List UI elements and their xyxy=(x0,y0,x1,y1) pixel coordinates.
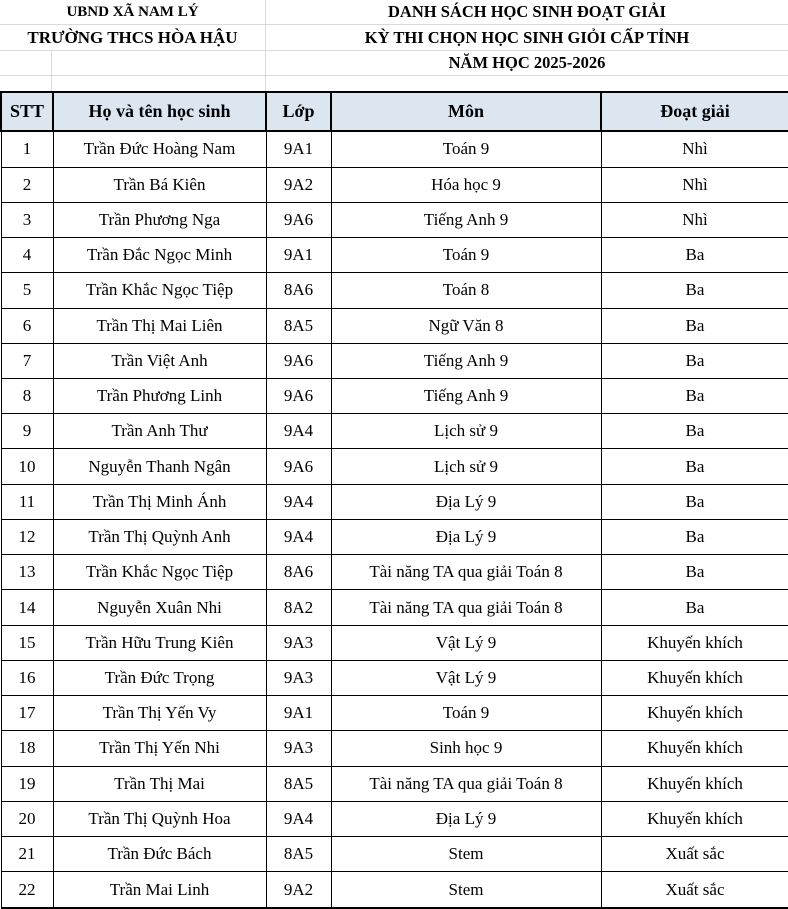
subject-cell: Địa Lý 9 xyxy=(331,484,601,519)
row-number-cell: 14 xyxy=(1,590,53,625)
column-header-name: Họ và tên học sinh xyxy=(53,92,266,131)
table-row xyxy=(1,660,788,695)
empty-cell xyxy=(52,76,265,91)
row-number-cell: 18 xyxy=(1,731,53,766)
header-row xyxy=(1,92,788,131)
subject-cell: Stem xyxy=(331,837,601,872)
row-number-cell: 12 xyxy=(1,519,53,554)
class-cell: 8A5 xyxy=(266,308,331,343)
row-number-cell: 21 xyxy=(1,837,53,872)
prize-cell: Nhì xyxy=(601,202,788,237)
class-cell: 8A6 xyxy=(266,273,331,308)
prize-cell: Xuất sắc xyxy=(601,872,788,908)
row-number-cell: 15 xyxy=(1,625,53,660)
table-row xyxy=(1,131,788,167)
row-number-cell: 7 xyxy=(1,343,53,378)
class-cell: 9A2 xyxy=(266,167,331,202)
row-number-cell: 2 xyxy=(1,167,53,202)
row-number-cell: 5 xyxy=(1,273,53,308)
class-cell: 9A3 xyxy=(266,660,331,695)
table-row xyxy=(1,731,788,766)
prize-cell: Ba xyxy=(601,308,788,343)
row-number-cell: 3 xyxy=(1,202,53,237)
subject-cell: Sinh học 9 xyxy=(331,731,601,766)
subject-cell: Ngữ Văn 8 xyxy=(331,308,601,343)
student-name-cell: Trần Thị Minh Ánh xyxy=(53,484,266,519)
student-name-cell: Trần Đức Bách xyxy=(53,837,266,872)
student-name-cell: Trần Thị Mai xyxy=(53,766,266,801)
class-cell: 9A4 xyxy=(266,801,331,836)
subject-cell: Toán 9 xyxy=(331,131,601,167)
subject-cell: Lịch sử 9 xyxy=(331,449,601,484)
row-number-cell: 19 xyxy=(1,766,53,801)
student-name-cell: Trần Phương Nga xyxy=(53,202,266,237)
student-name-cell: Trần Mai Linh xyxy=(53,872,266,908)
table-row xyxy=(1,696,788,731)
table-row xyxy=(1,625,788,660)
table-row xyxy=(1,801,788,836)
letterhead-line2: TRƯỜNG THCS HÒA HẬU xyxy=(0,25,265,51)
table-row xyxy=(1,555,788,590)
row-number-cell: 9 xyxy=(1,414,53,449)
subject-cell: Tiếng Anh 9 xyxy=(331,202,601,237)
row-number-cell: 11 xyxy=(1,484,53,519)
class-cell: 9A4 xyxy=(266,414,331,449)
subject-cell: Tài năng TA qua giải Toán 8 xyxy=(331,590,601,625)
subject-cell: Tài năng TA qua giải Toán 8 xyxy=(331,555,601,590)
subject-cell: Lịch sử 9 xyxy=(331,414,601,449)
table-row xyxy=(1,343,788,378)
student-name-cell: Nguyễn Xuân Nhi xyxy=(53,590,266,625)
subject-cell: Địa Lý 9 xyxy=(331,801,601,836)
class-cell: 9A2 xyxy=(266,872,331,908)
subject-cell: Vật Lý 9 xyxy=(331,660,601,695)
empty-cell xyxy=(52,51,265,76)
table-row xyxy=(1,449,788,484)
student-name-cell: Trần Thị Mai Liên xyxy=(53,308,266,343)
row-number-cell: 17 xyxy=(1,696,53,731)
table-row xyxy=(1,766,788,801)
student-name-cell: Trần Đức Trọng xyxy=(53,660,266,695)
table-row xyxy=(1,484,788,519)
student-name-cell: Trần Khắc Ngọc Tiệp xyxy=(53,273,266,308)
prize-cell: Ba xyxy=(601,238,788,273)
prize-cell: Ba xyxy=(601,590,788,625)
table-row xyxy=(1,273,788,308)
title-line2: KỲ THI CHỌN HỌC SINH GIỎI CẤP TỈNH xyxy=(265,25,788,51)
row-number-cell: 16 xyxy=(1,660,53,695)
row-number-cell: 6 xyxy=(1,308,53,343)
subject-cell: Địa Lý 9 xyxy=(331,519,601,554)
student-name-cell: Trần Đức Hoàng Nam xyxy=(53,131,266,167)
class-cell: 8A2 xyxy=(266,590,331,625)
column-header-prize: Đoạt giải xyxy=(601,92,788,131)
prize-cell: Khuyến khích xyxy=(601,801,788,836)
class-cell: 9A6 xyxy=(266,378,331,413)
prize-cell: Ba xyxy=(601,414,788,449)
student-name-cell: Trần Bá Kiên xyxy=(53,167,266,202)
document-header xyxy=(0,0,788,91)
class-cell: 9A4 xyxy=(266,484,331,519)
prize-cell: Xuất sắc xyxy=(601,837,788,872)
class-cell: 9A1 xyxy=(266,696,331,731)
subject-cell: Tiếng Anh 9 xyxy=(331,378,601,413)
class-cell: 9A3 xyxy=(266,625,331,660)
prize-cell: Nhì xyxy=(601,167,788,202)
prize-cell: Khuyến khích xyxy=(601,660,788,695)
row-number-cell: 20 xyxy=(1,801,53,836)
title-line1: DANH SÁCH HỌC SINH ĐOẠT GIẢI xyxy=(265,0,788,25)
empty-cell xyxy=(0,51,52,76)
row-number-cell: 4 xyxy=(1,238,53,273)
table-row xyxy=(1,378,788,413)
class-cell: 8A5 xyxy=(266,766,331,801)
student-name-cell: Trần Đắc Ngọc Minh xyxy=(53,238,266,273)
prize-cell: Ba xyxy=(601,273,788,308)
student-name-cell: Trần Việt Anh xyxy=(53,343,266,378)
column-header-subject: Môn xyxy=(331,92,601,131)
table-row xyxy=(1,238,788,273)
table-row xyxy=(1,837,788,872)
empty-cell xyxy=(0,76,52,91)
student-name-cell: Trần Khắc Ngọc Tiệp xyxy=(53,555,266,590)
results-table xyxy=(0,91,788,909)
column-header-stt: STT xyxy=(1,92,53,131)
prize-cell: Nhì xyxy=(601,131,788,167)
student-name-cell: Trần Hữu Trung Kiên xyxy=(53,625,266,660)
class-cell: 9A1 xyxy=(266,131,331,167)
prize-cell: Ba xyxy=(601,484,788,519)
results-table-body xyxy=(1,131,788,908)
results-table-header xyxy=(1,92,788,131)
letterhead-line1: UBND XÃ NAM LÝ xyxy=(0,0,265,25)
row-number-cell: 22 xyxy=(1,872,53,908)
student-name-cell: Trần Thị Quỳnh Hoa xyxy=(53,801,266,836)
table-row xyxy=(1,308,788,343)
student-name-cell: Trần Thị Yến Vy xyxy=(53,696,266,731)
empty-cell xyxy=(265,76,788,91)
class-cell: 8A5 xyxy=(266,837,331,872)
table-row xyxy=(1,202,788,237)
title-line3: NĂM HỌC 2025-2026 xyxy=(265,51,788,76)
student-name-cell: Trần Phương Linh xyxy=(53,378,266,413)
class-cell: 9A4 xyxy=(266,519,331,554)
class-cell: 9A3 xyxy=(266,731,331,766)
row-number-cell: 1 xyxy=(1,131,53,167)
table-row xyxy=(1,414,788,449)
row-number-cell: 10 xyxy=(1,449,53,484)
prize-cell: Ba xyxy=(601,378,788,413)
column-header-class: Lớp xyxy=(266,92,331,131)
prize-cell: Khuyến khích xyxy=(601,696,788,731)
class-cell: 9A6 xyxy=(266,343,331,378)
table-row xyxy=(1,519,788,554)
class-cell: 9A1 xyxy=(266,238,331,273)
row-number-cell: 13 xyxy=(1,555,53,590)
student-name-cell: Trần Thị Yến Nhi xyxy=(53,731,266,766)
table-row xyxy=(1,167,788,202)
table-row xyxy=(1,590,788,625)
class-cell: 8A6 xyxy=(266,555,331,590)
prize-cell: Khuyến khích xyxy=(601,731,788,766)
subject-cell: Tài năng TA qua giải Toán 8 xyxy=(331,766,601,801)
table-row xyxy=(1,872,788,908)
prize-cell: Ba xyxy=(601,449,788,484)
student-name-cell: Trần Thị Quỳnh Anh xyxy=(53,519,266,554)
subject-cell: Toán 9 xyxy=(331,238,601,273)
class-cell: 9A6 xyxy=(266,449,331,484)
row-number-cell: 8 xyxy=(1,378,53,413)
class-cell: 9A6 xyxy=(266,202,331,237)
student-name-cell: Trần Anh Thư xyxy=(53,414,266,449)
student-name-cell: Nguyễn Thanh Ngân xyxy=(53,449,266,484)
subject-cell: Stem xyxy=(331,872,601,908)
subject-cell: Vật Lý 9 xyxy=(331,625,601,660)
prize-cell: Ba xyxy=(601,555,788,590)
prize-cell: Ba xyxy=(601,343,788,378)
prize-cell: Khuyến khích xyxy=(601,625,788,660)
prize-cell: Khuyến khích xyxy=(601,766,788,801)
subject-cell: Tiếng Anh 9 xyxy=(331,343,601,378)
prize-cell: Ba xyxy=(601,519,788,554)
subject-cell: Toán 8 xyxy=(331,273,601,308)
subject-cell: Toán 9 xyxy=(331,696,601,731)
subject-cell: Hóa học 9 xyxy=(331,167,601,202)
